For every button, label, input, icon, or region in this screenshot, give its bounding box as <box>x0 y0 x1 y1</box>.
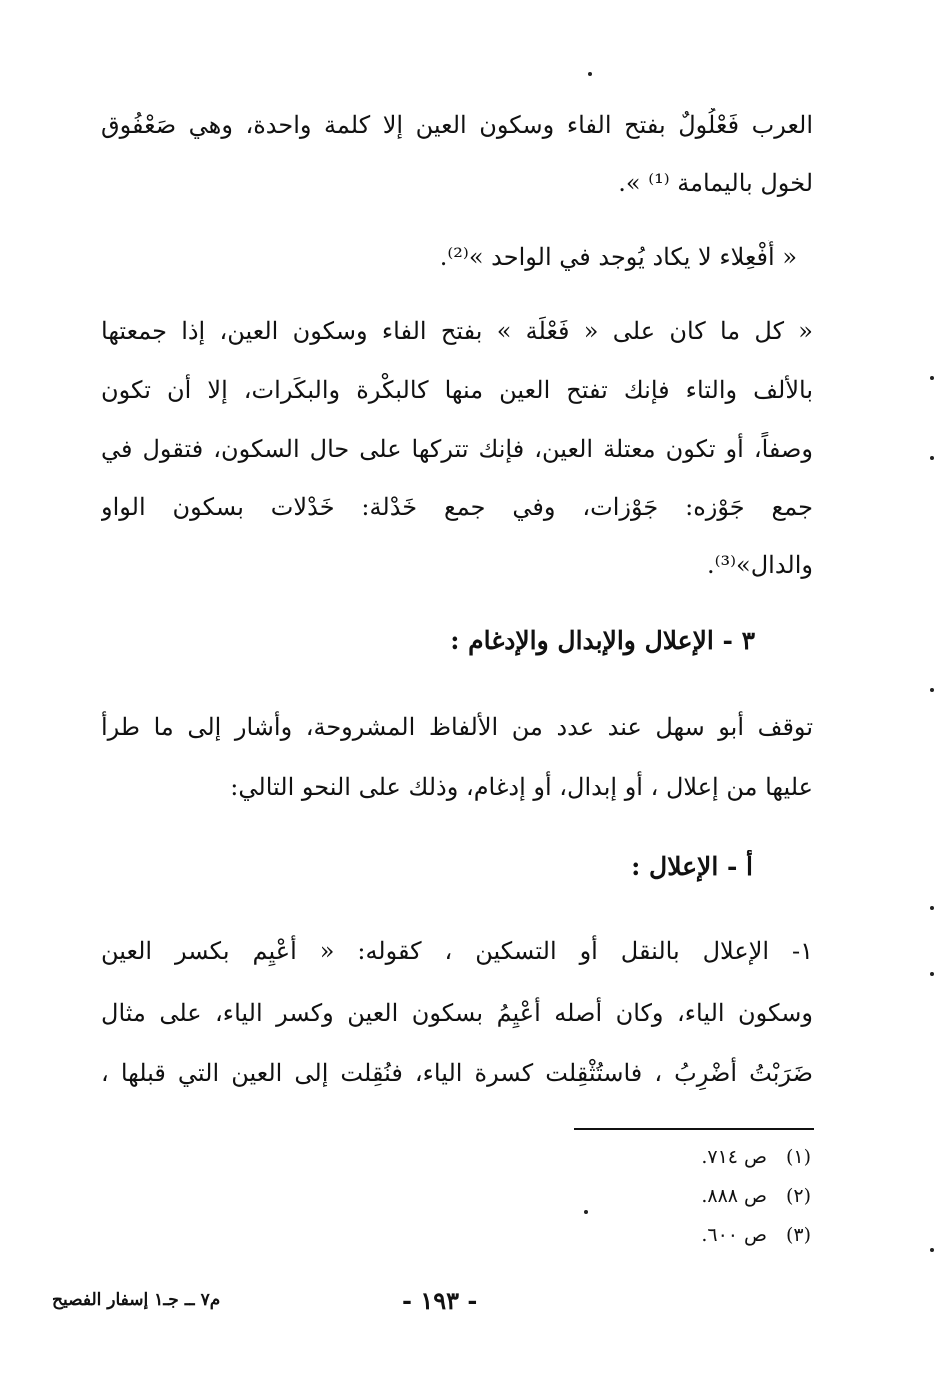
quote-line: « أَفْعِلاء لا يكاد يُوجد في الواحد »⁽²⁾. <box>439 243 797 271</box>
footnote-separator <box>574 1128 814 1130</box>
footnote-text: ص ٨٨٨. <box>701 1185 767 1207</box>
text-line: جمع جَوْزه: جَوْزات، وفي جمع خَدْلة: خَدْلات بسكون الواو <box>101 493 813 521</box>
footnote-number: (١) <box>785 1146 811 1168</box>
scan-speck <box>930 972 934 976</box>
subsection-heading: أ - الإعلال : <box>631 852 753 881</box>
footnote-number: (٣) <box>785 1224 811 1246</box>
text-line: توقف أبو سهل عند عدد من الألفاظ المشروحة، وأشار إلى ما طرأ <box>101 713 813 741</box>
footnote-text: ص ٧١٤. <box>701 1146 767 1168</box>
footnote-text: ص ٦٠٠. <box>701 1224 767 1246</box>
footnote <box>701 1144 811 1170</box>
text-line: ضَرَبْتُ أضْرِبُ ، فاستُثْقِلت كسرة الياء، فنُقِلت إلى العين التي قبلها ، <box>101 1059 813 1087</box>
footnote <box>701 1183 811 1209</box>
scan-speck <box>930 688 934 692</box>
scan-speck <box>930 376 934 380</box>
page-number: - ١٩٣ - <box>402 1286 478 1315</box>
scan-speck <box>584 1210 588 1214</box>
text-line: وسكون الياء، وكان أصله أعْيِمُ بسكون العين وكسر الياء، على مثال <box>101 999 813 1027</box>
book-reference: م٧ ــ جـ١ إسفار الفصيح <box>52 1290 221 1310</box>
scan-speck <box>588 72 592 76</box>
text-line: عليها من إعلال ، أو إبدال، أو إدغام، وذلك على النحو التالي: <box>230 773 813 801</box>
footnote <box>701 1222 811 1248</box>
scan-speck <box>930 906 934 910</box>
footnote-number: (٢) <box>785 1185 811 1207</box>
scan-speck <box>930 456 934 460</box>
text-line: وصفاً، أو تكون معتلة العين، فإنك تتركها على حال السكون، فتقول في <box>101 435 813 463</box>
section-heading: ٣ - الإعلال والإبدال والإدغام : <box>450 626 755 655</box>
text-line: العرب فَعْلُولٌ بفتح الفاء وسكون العين إلا كلمة واحدة، وهي صَعْفُوق <box>101 111 813 139</box>
text-line: والدال»⁽³⁾. <box>706 551 813 579</box>
text-line: لخول باليمامة ⁽¹⁾ ». <box>618 169 813 197</box>
text-line: « كل ما كان على « فَعْلَة » بفتح الفاء وسكون العين، إذا جمعتها <box>101 317 813 345</box>
text-line: ١- الإعلال بالنقل أو التسكين ، كقوله: « أعْيِم بكسر العين <box>101 937 813 965</box>
text-line: بالألف والتاء فإنك تفتح العين منها كالبكْرة والبكَرات، إلا أن تكون <box>101 376 813 404</box>
scan-speck <box>930 1248 934 1252</box>
